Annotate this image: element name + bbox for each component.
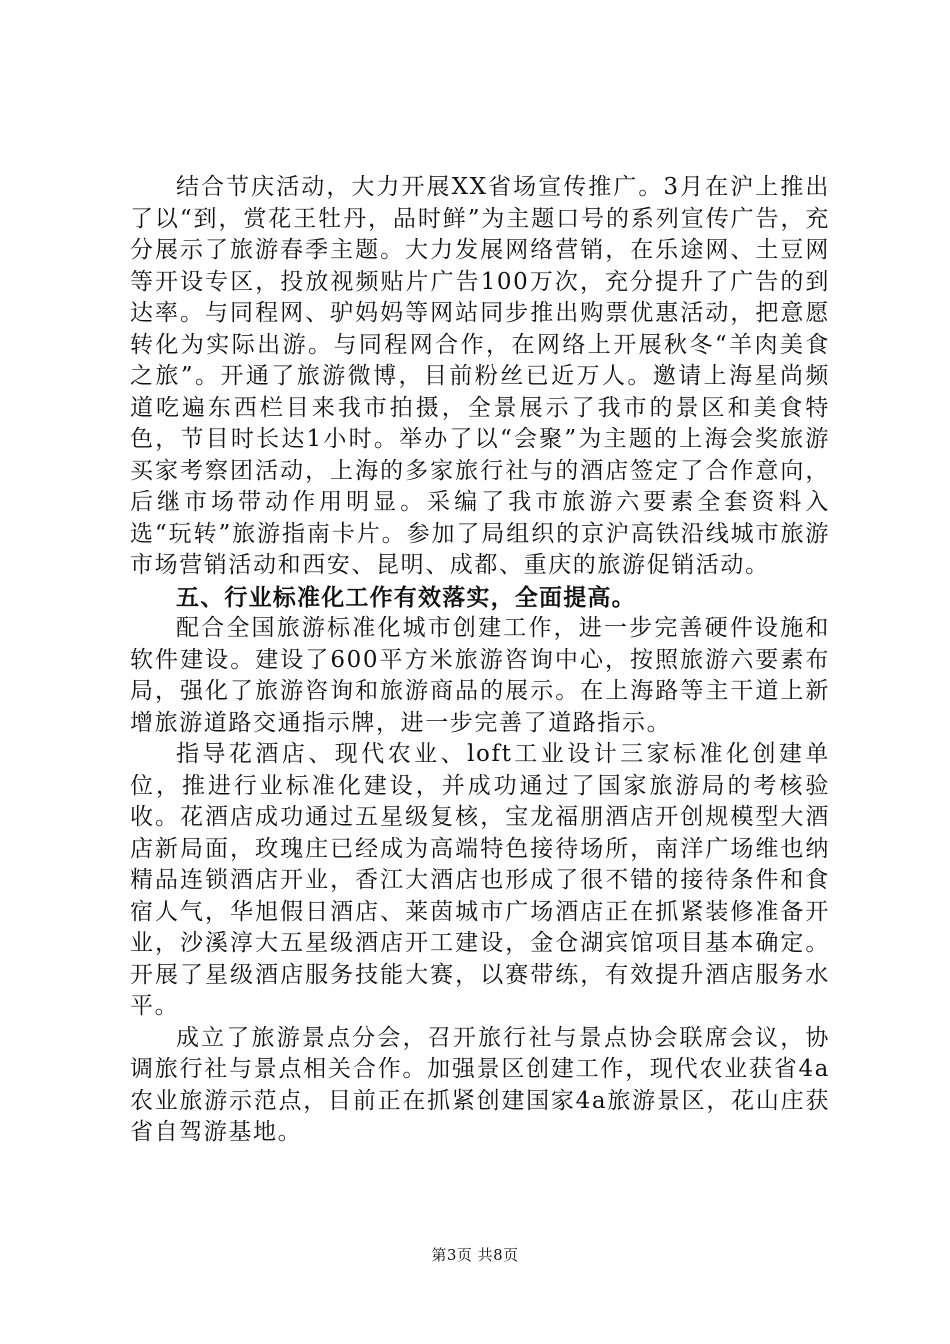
section-heading-5: 五、行业标准化工作有效落实，全面提高。: [176, 583, 636, 611]
document-body: [130, 172, 830, 1149]
paragraph-hotels: 指导花酒店、现代农业、loft工业设计三家标准化创建单位，推进行业标准化建设，并成功通过了国家旅游局的考核验收。花酒店成功通过五星级复核，宝龙福朋酒店开创规模型大酒店新局面，玫瑰庄已经成为高端特色接待场所，南洋广场维也纳精品连锁酒店开业，香江大酒店也形成了很不错的接待条件和食宿人气，华旭假日酒店、莱茵城市广场酒店正在抓紧装修准备开业，沙溪淳大五星级酒店开工建设，金仓湖宾馆项目基本确定。开展了星级酒店服务技能大赛，以赛带练，有效提升酒店服务水平。: [130, 741, 830, 1019]
paragraph-marketing: 结合节庆活动，大力开展XX省场宣传推广。3月在沪上推出了以“到，赏花王牡丹，品时鲜”为主题口号的系列宣传广告，充分展示了旅游春季主题。大力发展网络营销，在乐途网、土豆网等开设专区，投放视频贴片广告100万次，充分提升了广告的到达率。与同程网、驴妈妈等网站同步推出购票优惠活动，把意愿转化为实际出游。与同程网合作，在网络上开展秋冬“羊肉美食之旅”。开通了旅游微博，目前粉丝已近万人。邀请上海星尚频道吃遍东西栏目来我市拍摄，全景展示了我市的景区和美食特色，节目时长达1小时。举办了以“会聚”为主题的上海会奖旅游买家考察团活动，上海的多家旅行社与的酒店签定了合作意向，后继市场带动作用明显。采编了我市旅游六要素全套资料入选“玩转”旅游指南卡片。参加了局组织的京沪高铁沿线城市旅游市场营销活动和西安、昆明、成都、重庆的旅游促销活动。: [130, 174, 830, 578]
paragraph-standardization: 配合全国旅游标准化城市创建工作，进一步完善硬件设施和软件建设。建设了600平方米旅游咨询中心，按照旅游六要素布局，强化了旅游咨询和旅游商品的展示。在上海路等主干道上新增旅游道路交通指示牌，进一步完善了道路指示。: [130, 615, 830, 736]
page-number-footer: 第3页 共8页: [431, 1246, 519, 1264]
paragraph-scenic-spots: 成立了旅游景点分会，召开旅行社与景点协会联席会议，协调旅行社与景点相关合作。加强景区创建工作，现代农业获省4a农业旅游示范点，目前正在抓紧创建国家4a旅游景区，花山庄获省自驾游基地。: [130, 1024, 830, 1145]
